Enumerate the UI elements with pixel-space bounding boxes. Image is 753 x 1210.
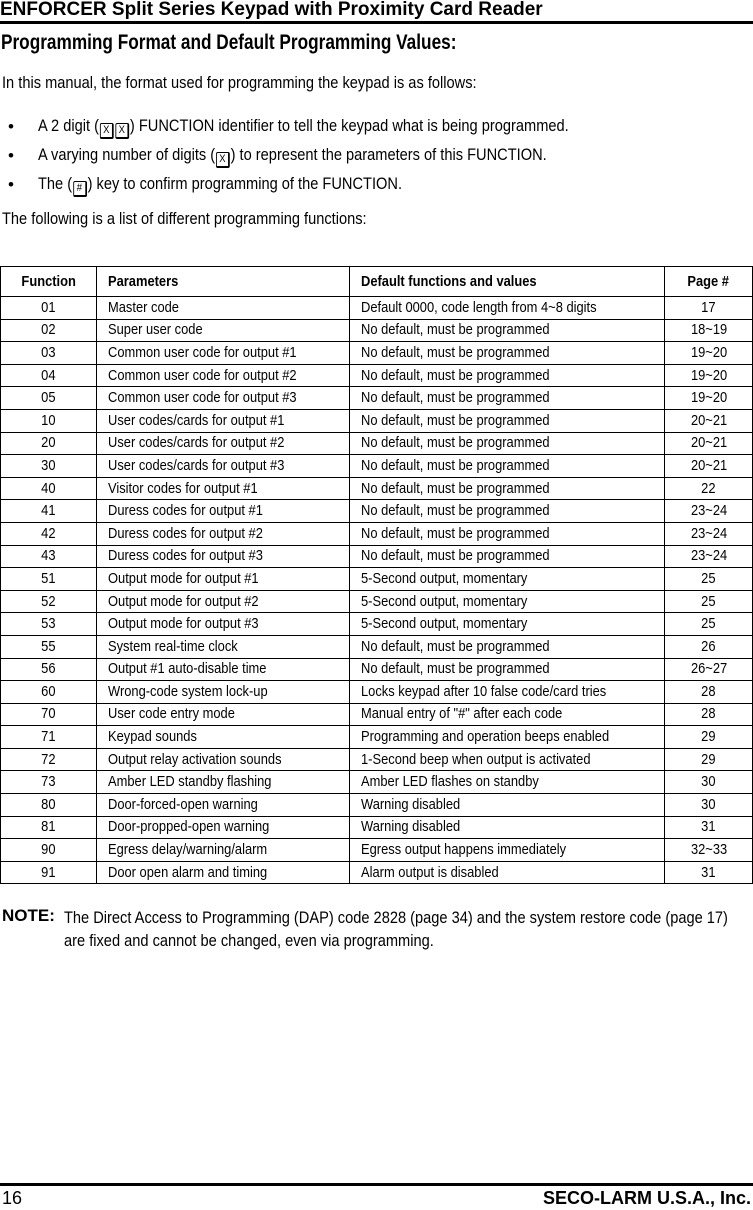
parameters-cell: User codes/cards for output #3 — [96, 455, 349, 478]
function-cell: 53 — [1, 613, 97, 636]
table-row — [1, 297, 753, 320]
parameters-cell: Common user code for output #3 — [96, 387, 349, 410]
function-cell: 01 — [1, 297, 97, 320]
function-cell: 40 — [1, 477, 97, 500]
table-row — [1, 658, 753, 681]
bullet-text-after: ) key to confirm programming of the FUNCTION. — [87, 174, 403, 193]
table-row — [1, 545, 753, 568]
page-cell: 23~24 — [665, 522, 753, 545]
defaults-cell: Manual entry of "#" after each code — [349, 703, 665, 726]
bullet-dot: • — [8, 117, 14, 136]
defaults-cell: No default, must be programmed — [349, 432, 665, 455]
page-cell: 23~24 — [665, 545, 753, 568]
table-row — [1, 681, 753, 704]
table-row — [1, 771, 753, 794]
table-row — [1, 387, 753, 410]
defaults-cell: No default, must be programmed — [349, 545, 665, 568]
defaults-cell: No default, must be programmed — [349, 522, 665, 545]
function-cell: 30 — [1, 455, 97, 478]
page-cell: 19~20 — [665, 387, 753, 410]
table-row — [1, 455, 753, 478]
document-header-title: ENFORCER Split Series Keypad with Proximity Card Reader — [0, 0, 543, 20]
list-intro-paragraph: The following is a list of different programming functions: — [2, 209, 367, 228]
keypad-key-icon: X — [100, 123, 114, 139]
parameters-cell: Output mode for output #3 — [96, 613, 349, 636]
parameters-cell: Door open alarm and timing — [96, 861, 349, 884]
page-cell: 28 — [665, 681, 753, 704]
defaults-cell: Default 0000, code length from 4~8 digits — [349, 297, 665, 320]
column-header-page: Page # — [665, 267, 753, 297]
page-cell: 31 — [665, 861, 753, 884]
bullet-item — [38, 116, 569, 139]
page-cell: 18~19 — [665, 319, 753, 342]
defaults-cell: No default, must be programmed — [349, 658, 665, 681]
programming-functions-table — [0, 266, 753, 884]
header-rule — [0, 21, 753, 24]
page-cell: 20~21 — [665, 409, 753, 432]
function-cell: 41 — [1, 500, 97, 523]
table-row — [1, 635, 753, 658]
parameters-cell: Wrong-code system lock-up — [96, 681, 349, 704]
keypad-key-icon: X — [115, 123, 129, 139]
parameters-cell: Egress delay/warning/alarm — [96, 839, 349, 862]
function-cell: 20 — [1, 432, 97, 455]
parameters-cell: Super user code — [96, 319, 349, 342]
table-row — [1, 861, 753, 884]
defaults-cell: 1-Second beep when output is activated — [349, 748, 665, 771]
column-header-function: Function — [1, 267, 97, 297]
function-cell: 71 — [1, 726, 97, 749]
parameters-cell: System real-time clock — [96, 635, 349, 658]
parameters-cell: Duress codes for output #3 — [96, 545, 349, 568]
bullet-item — [38, 174, 402, 197]
parameters-cell: Output mode for output #2 — [96, 590, 349, 613]
parameters-cell: Keypad sounds — [96, 726, 349, 749]
function-cell: 43 — [1, 545, 97, 568]
function-cell: 90 — [1, 839, 97, 862]
table-row — [1, 726, 753, 749]
footer-company-name: SECO-LARM U.S.A., Inc. — [542, 1188, 751, 1208]
page-cell: 29 — [665, 726, 753, 749]
page-cell: 32~33 — [665, 839, 753, 862]
page-cell: 25 — [665, 568, 753, 591]
table-row — [1, 613, 753, 636]
parameters-cell: Amber LED standby flashing — [96, 771, 349, 794]
defaults-cell: No default, must be programmed — [349, 477, 665, 500]
page-cell: 28 — [665, 703, 753, 726]
function-cell: 42 — [1, 522, 97, 545]
bullet-item — [38, 145, 547, 168]
bullet-text-before: A 2 digit ( — [38, 116, 99, 135]
parameters-cell: Output mode for output #1 — [96, 568, 349, 591]
table-header-row — [1, 267, 753, 297]
page-cell: 31 — [665, 816, 753, 839]
column-header-defaults: Default functions and values — [349, 267, 665, 297]
function-cell: 10 — [1, 409, 97, 432]
page-cell: 25 — [665, 590, 753, 613]
function-cell: 05 — [1, 387, 97, 410]
table-row — [1, 409, 753, 432]
table-row — [1, 477, 753, 500]
keypad-key-icon: X — [216, 152, 230, 168]
function-cell: 02 — [1, 319, 97, 342]
parameters-cell: Duress codes for output #1 — [96, 500, 349, 523]
bullet-text-before: A varying number of digits ( — [38, 145, 216, 164]
note-text: The Direct Access to Programming (DAP) code 2828 (page 34) and the system restore code (page 17) are fixed and cannot be changed, even via programming. — [64, 908, 728, 950]
table-row — [1, 432, 753, 455]
table-row — [1, 839, 753, 862]
table-row — [1, 794, 753, 817]
intro-paragraph: In this manual, the format used for programming the keypad is as follows: — [2, 73, 477, 92]
page-cell: 30 — [665, 794, 753, 817]
bullet-dot: • — [8, 146, 14, 165]
table-row — [1, 342, 753, 365]
keypad-key-icon: # — [73, 181, 87, 197]
footer-rule — [0, 1183, 753, 1186]
note-label: NOTE: — [2, 906, 55, 925]
parameters-cell: Output #1 auto-disable time — [96, 658, 349, 681]
page-cell: 25 — [665, 613, 753, 636]
bullet-text-after: ) to represent the parameters of this FUNCTION. — [230, 145, 547, 164]
defaults-cell: No default, must be programmed — [349, 342, 665, 365]
bullet-text-before: The ( — [38, 174, 73, 193]
function-cell: 73 — [1, 771, 97, 794]
table-row — [1, 364, 753, 387]
defaults-cell: No default, must be programmed — [349, 455, 665, 478]
table-row — [1, 568, 753, 591]
defaults-cell: Amber LED flashes on standby — [349, 771, 665, 794]
defaults-cell: Programming and operation beeps enabled — [349, 726, 665, 749]
defaults-cell: No default, must be programmed — [349, 364, 665, 387]
defaults-cell: Alarm output is disabled — [349, 861, 665, 884]
table-row — [1, 319, 753, 342]
function-cell: 81 — [1, 816, 97, 839]
page-cell: 20~21 — [665, 455, 753, 478]
parameters-cell: Common user code for output #1 — [96, 342, 349, 365]
footer-page-number: 16 — [2, 1188, 23, 1208]
function-cell: 91 — [1, 861, 97, 884]
table-row — [1, 748, 753, 771]
table-row — [1, 522, 753, 545]
page-cell: 19~20 — [665, 364, 753, 387]
page-cell: 29 — [665, 748, 753, 771]
parameters-cell: Door-forced-open warning — [96, 794, 349, 817]
page-cell: 30 — [665, 771, 753, 794]
page-cell: 19~20 — [665, 342, 753, 365]
function-cell: 60 — [1, 681, 97, 704]
parameters-cell: Common user code for output #2 — [96, 364, 349, 387]
table-row — [1, 500, 753, 523]
function-cell: 72 — [1, 748, 97, 771]
page-cell: 17 — [665, 297, 753, 320]
function-cell: 03 — [1, 342, 97, 365]
defaults-cell: Warning disabled — [349, 794, 665, 817]
parameters-cell: Master code — [96, 297, 349, 320]
bullet-dot: • — [8, 175, 14, 194]
defaults-cell: 5-Second output, momentary — [349, 590, 665, 613]
parameters-cell: User codes/cards for output #1 — [96, 409, 349, 432]
page-cell: 23~24 — [665, 500, 753, 523]
parameters-cell: Door-propped-open warning — [96, 816, 349, 839]
table-row — [1, 816, 753, 839]
page-cell: 26~27 — [665, 658, 753, 681]
function-cell: 56 — [1, 658, 97, 681]
function-cell: 70 — [1, 703, 97, 726]
defaults-cell: No default, must be programmed — [349, 387, 665, 410]
defaults-cell: Locks keypad after 10 false code/card tries — [349, 681, 665, 704]
function-cell: 52 — [1, 590, 97, 613]
function-cell: 80 — [1, 794, 97, 817]
defaults-cell: No default, must be programmed — [349, 409, 665, 432]
defaults-cell: 5-Second output, momentary — [349, 568, 665, 591]
page-cell: 20~21 — [665, 432, 753, 455]
page-cell: 26 — [665, 635, 753, 658]
function-cell: 51 — [1, 568, 97, 591]
defaults-cell: No default, must be programmed — [349, 319, 665, 342]
page-cell: 22 — [665, 477, 753, 500]
parameters-cell: Visitor codes for output #1 — [96, 477, 349, 500]
table-row — [1, 590, 753, 613]
table-row — [1, 703, 753, 726]
defaults-cell: No default, must be programmed — [349, 500, 665, 523]
defaults-cell: No default, must be programmed — [349, 635, 665, 658]
parameters-cell: Duress codes for output #2 — [96, 522, 349, 545]
parameters-cell: User codes/cards for output #2 — [96, 432, 349, 455]
bullet-text-after: ) FUNCTION identifier to tell the keypad what is being programmed. — [129, 116, 569, 135]
function-cell: 04 — [1, 364, 97, 387]
function-cell: 55 — [1, 635, 97, 658]
defaults-cell: Warning disabled — [349, 816, 665, 839]
section-title: Programming Format and Default Programming Values: — [1, 31, 457, 54]
defaults-cell: Egress output happens immediately — [349, 839, 665, 862]
column-header-parameters: Parameters — [96, 267, 349, 297]
defaults-cell: 5-Second output, momentary — [349, 613, 665, 636]
parameters-cell: Output relay activation sounds — [96, 748, 349, 771]
parameters-cell: User code entry mode — [96, 703, 349, 726]
